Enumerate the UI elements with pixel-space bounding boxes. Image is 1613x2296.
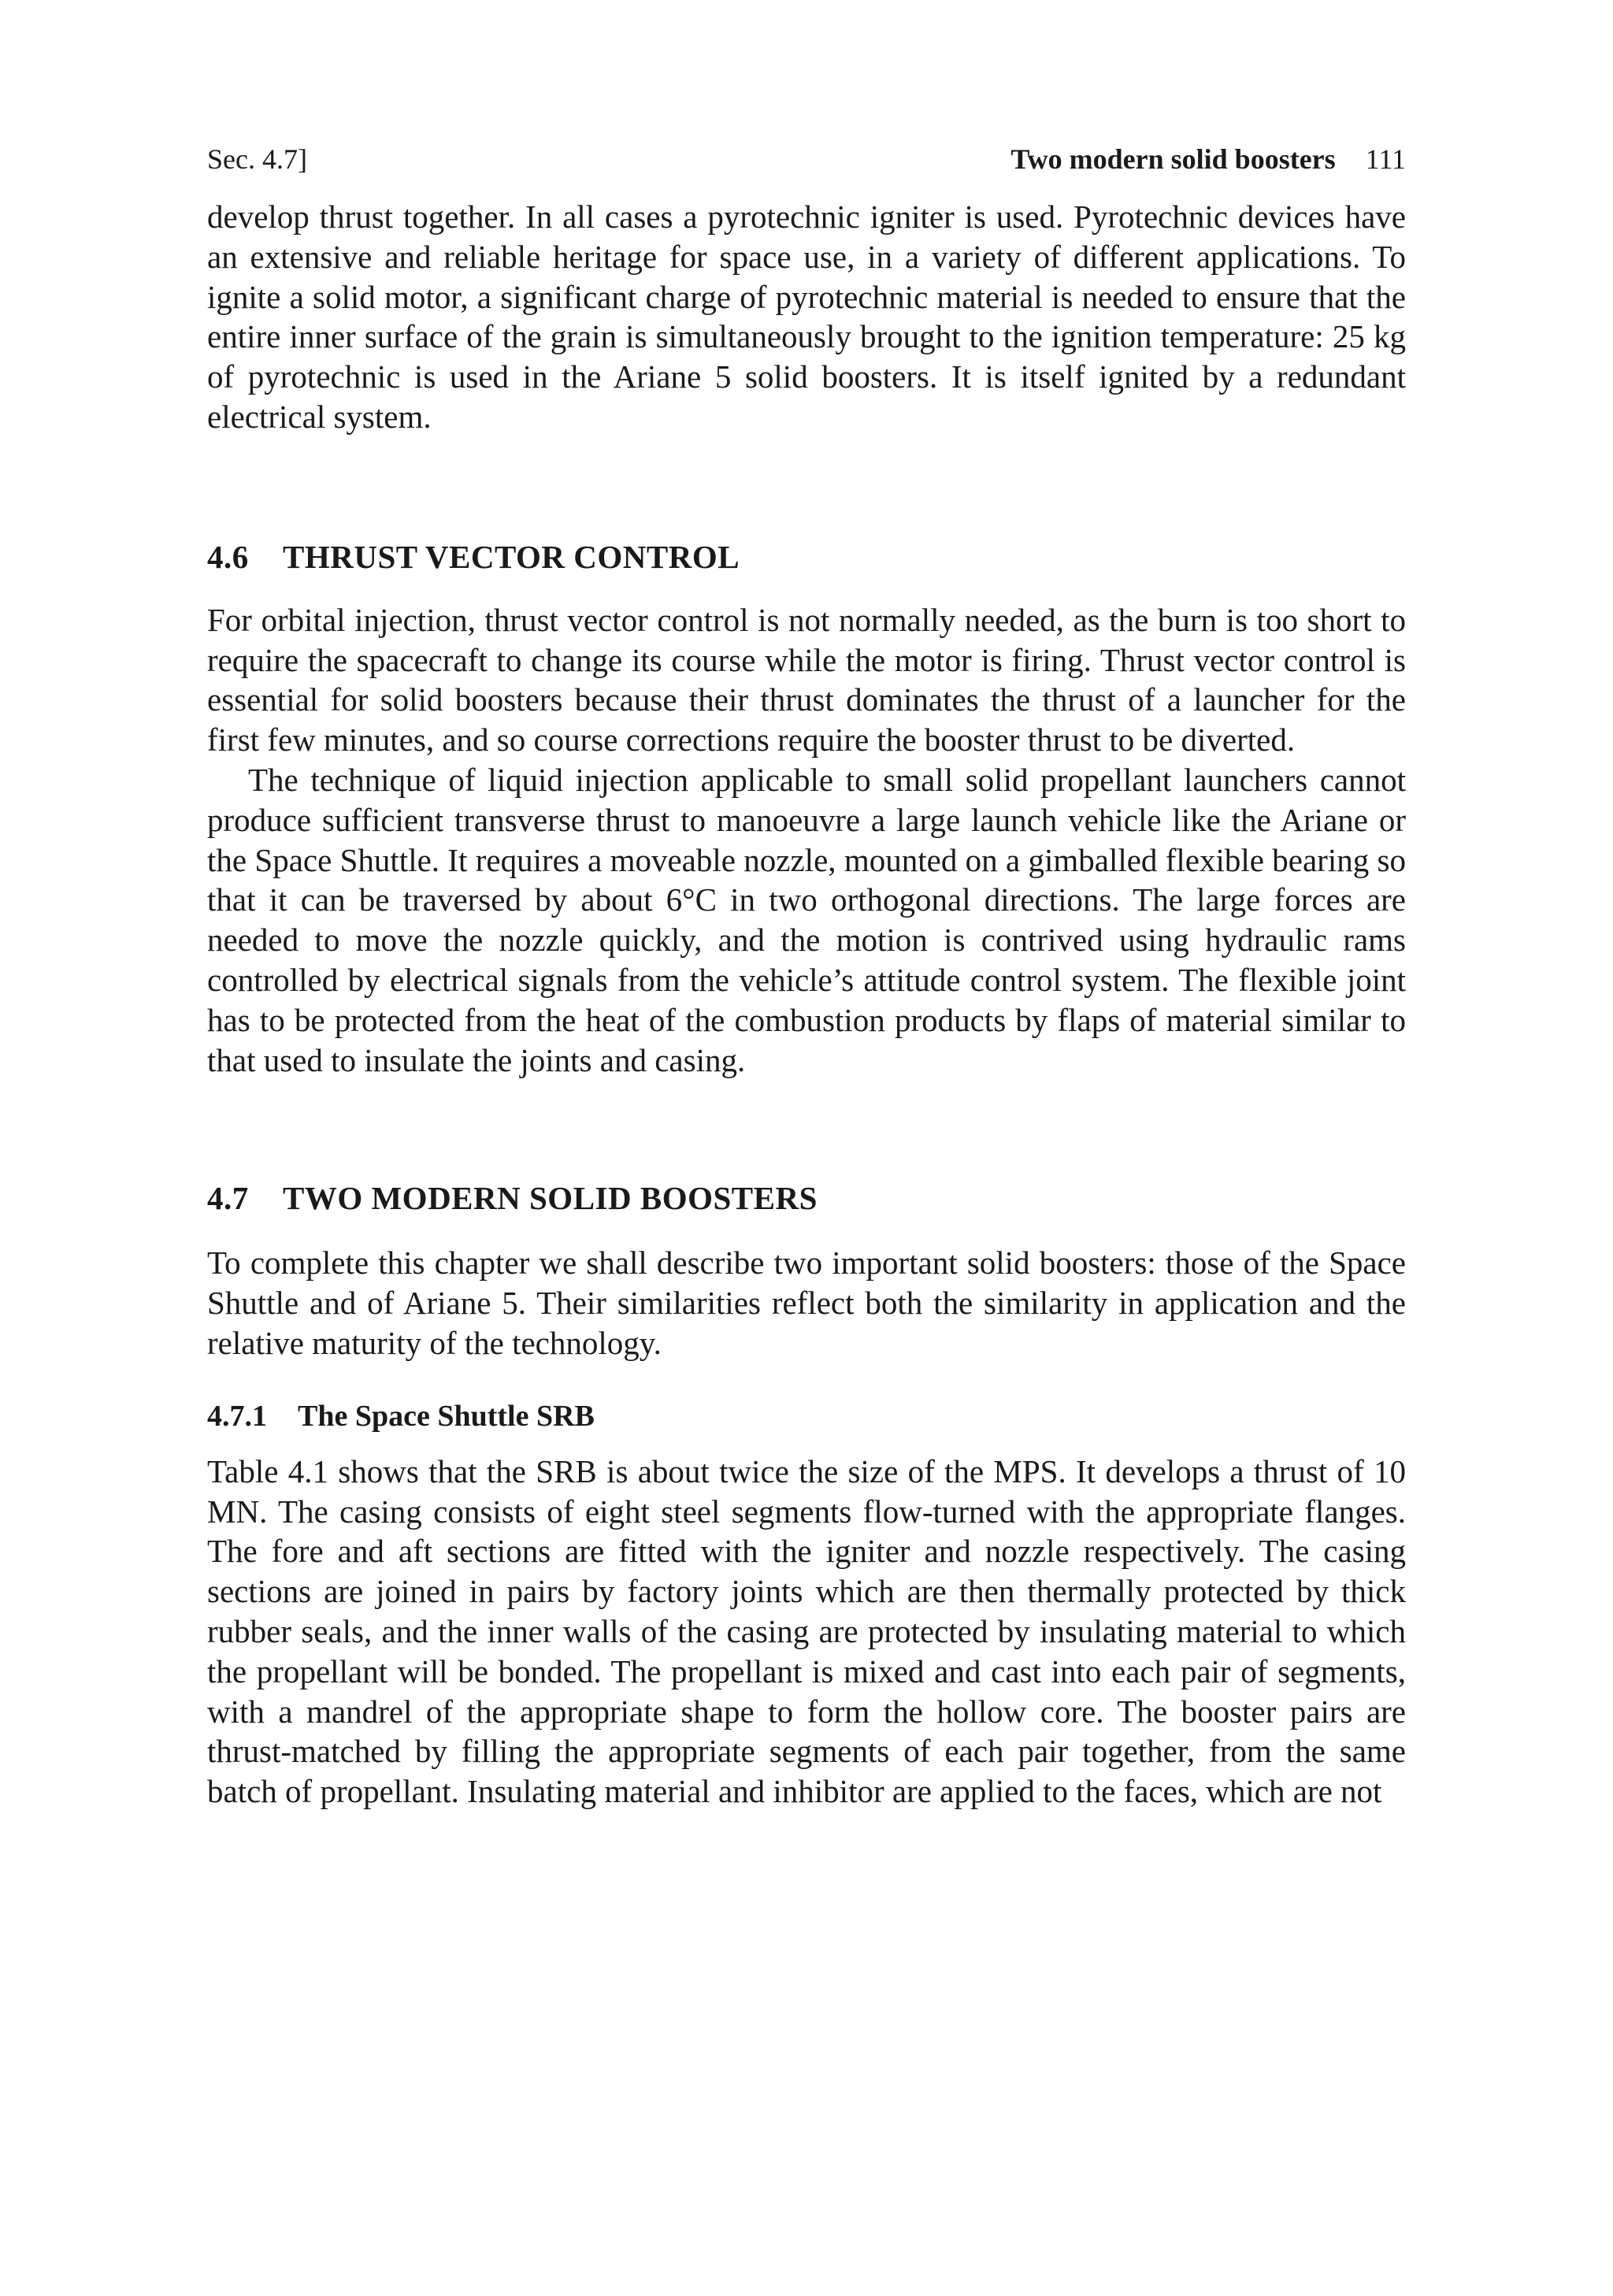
book-page — [207, 135, 1406, 1812]
section-number: 4.6 — [207, 538, 249, 575]
paragraph-igniter: develop thrust together. In all cases a pyrotechnic igniter is used. Pyrotechnic devices have an extensive and reliable heritage for space use, in a variety of different applications. To ignite a solid motor, a significant charge of pyrotechnic material is needed to ensure that the entire inner surface of the grain is simultaneously brought to the ignition temperature: 25 kg of pyrotechnic is used in the Ariane 5 solid boosters. It is itself ignited by a redundant electrical system. — [207, 198, 1406, 435]
running-head-right — [1010, 135, 1406, 183]
running-head-title: Two modern solid boosters — [1010, 143, 1336, 175]
paragraph-shuttle-srb: Table 4.1 shows that the SRB is about twice the size of the MPS. It develops a thrust of 10 MN. The casing consists of eight steel segments flow-turned with the appropriate flanges. The fore and aft sections are fitted with the igniter and nozzle respectively. The casing sections are joined in pairs by factory joints which are then thermally protected by thick rubber seals, and the inner walls of the casing are protected by insulating material to which the propellant will be bonded. The propellant is mixed and cast into each pair of segments, with a mandrel of the appropriate shape to form the hollow core. The booster pairs are thrust-matched by filling the appropriate segments of each pair together, from the same batch of propellant. Insulating material and inhibitor are applied to the faces, which are not — [207, 1452, 1406, 1810]
page-number: 111 — [1365, 143, 1406, 175]
section-heading-4-7 — [207, 1178, 1406, 1218]
running-head — [207, 135, 1406, 183]
paragraph-moveable-nozzle: The technique of liquid injection applicable to small solid propellant launchers cannot produce sufficient transverse thrust to manoeuvre a large launch vehicle like the Ariane or the Space Shuttle. It requires a moveable nozzle, mounted on a gimballed flexible bearing so that it can be traversed by about 6°C in two orthogonal directions. The large forces are needed to move the nozzle quickly, and the motion is contrived using hydraulic rams controlled by electrical signals from the vehicle’s attitude control system. The flexible joint has to be protected from the heat of the combustion products by flaps of material similar to that used to insulate the joints and casing. — [207, 761, 1406, 1078]
paragraph-two-boosters-intro: To complete this chapter we shall describe two important solid boosters: those of the Space Shuttle and of Ariane 5. Their similarities reflect both the similarity in application and the relative maturity of the technology. — [207, 1244, 1406, 1361]
section-title: TWO MODERN SOLID BOOSTERS — [283, 1180, 818, 1217]
subsection-heading-4-7-1 — [207, 1397, 1406, 1436]
section-reference: Sec. 4.7] — [207, 143, 307, 175]
section-title: THRUST VECTOR CONTROL — [283, 538, 740, 575]
subsection-number: 4.7.1 — [207, 1399, 267, 1433]
paragraph-thrust-vector-intro: For orbital injection, thrust vector control is not normally needed, as the burn is too short to require the spacecraft to change its course while the motor is firing. Thrust vector control is essential for solid boosters because their thrust dominates the thrust of a launcher for the first few minutes, and so course corrections require the booster thrust to be diverted. — [207, 601, 1406, 759]
subsection-title: The Space Shuttle SRB — [298, 1399, 595, 1433]
section-heading-4-6 — [207, 537, 1406, 577]
section-number: 4.7 — [207, 1180, 249, 1217]
